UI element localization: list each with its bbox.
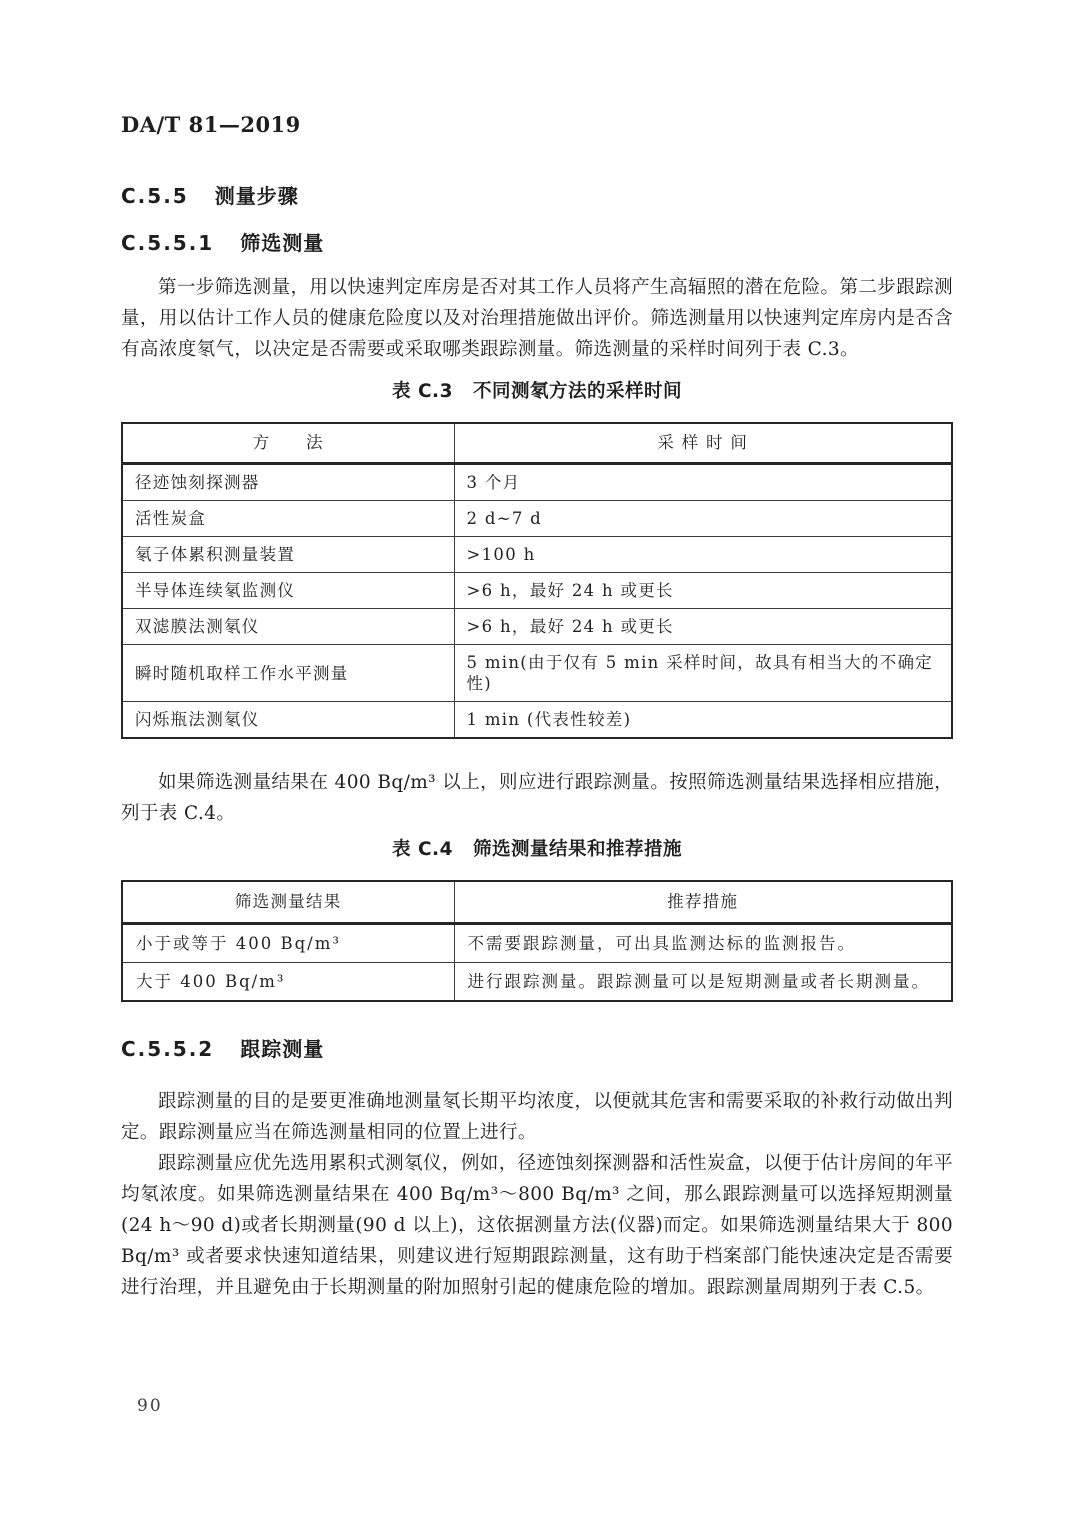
section-title: 跟踪测量 <box>240 1037 325 1061</box>
table-caption-title: 不同测氡方法的采样时间 <box>472 381 682 402</box>
table-row <box>122 464 952 501</box>
table-cell-time: 5 min(由于仅有 5 min 采样时间，故具有相当大的不确定性) <box>454 645 952 702</box>
table-row <box>122 702 952 739</box>
table-cell-time: 1 min (代表性较差) <box>454 702 952 739</box>
table-caption-label: 表 C.4 <box>392 839 453 860</box>
section-title: 筛选测量 <box>240 231 325 255</box>
table-cell-time: 3 个月 <box>454 464 952 501</box>
table-cell-result: 大于 400 Bq/m³ <box>122 963 454 1002</box>
section-heading-c551 <box>121 230 953 256</box>
table-c3-caption <box>121 379 953 405</box>
table-cell-result: 小于或等于 400 Bq/m³ <box>122 924 454 963</box>
table-caption-title: 筛选测量结果和推荐措施 <box>472 839 682 860</box>
table-cell-action: 不需要跟踪测量，可出具监测达标的监测报告。 <box>454 924 952 963</box>
table-cell-method: 瞬时随机取样工作水平测量 <box>122 645 454 702</box>
column-header-screening-result: 筛选测量结果 <box>122 881 454 924</box>
table-c3-sampling-time <box>121 422 953 739</box>
column-header-method: 方 法 <box>122 423 454 464</box>
table-cell-method: 径迹蚀刻探测器 <box>122 464 454 501</box>
table-row <box>122 537 952 573</box>
table-header-row <box>122 881 952 924</box>
paragraph-tracking-method: 跟踪测量应优先选用累积式测氡仪，例如，径迹蚀刻探测器和活性炭盒，以便于估计房间的年平均氡浓度。如果筛选测量结果在 400 Bq/m³～800 Bq/m³ 之间，那么跟踪测量可以选择短期测量(24 h～90 d)或者长期测量(90 d 以上)，这依据测量方法(仪器)而定。如果筛选测量结果大于 800 Bq/m³ 或者要求快速知道结果，则建议进行短期跟踪测量，这有助于档案部门能快速决定是否需要进行治理，并且避免由于长期测量的附加照射引起的健康危险的增加。跟踪测量周期列于表 C.5。 <box>121 1153 953 1298</box>
page-number: 90 <box>137 1396 163 1416</box>
section-number: C.5.5 <box>121 184 189 208</box>
table-cell-method: 半导体连续氡监测仪 <box>122 573 454 609</box>
table-header-row <box>122 423 952 464</box>
table-row <box>122 573 952 609</box>
table-cell-method: 双滤膜法测氡仪 <box>122 609 454 645</box>
table-row <box>122 924 952 963</box>
table-caption-label: 表 C.3 <box>392 381 453 402</box>
table-cell-action: 进行跟踪测量。跟踪测量可以是短期测量或者长期测量。 <box>454 963 952 1002</box>
paragraph-screening-intro: 第一步筛选测量，用以快速判定库房是否对其工作人员将产生高辐照的潜在危险。第二步跟踪测量，用以估计工作人员的健康危险度以及对治理措施做出评价。筛选测量用以快速判定库房内是否含有高浓度氡气，以决定是否需要或采取哪类跟踪测量。筛选测量的采样时间列于表 C.3。 <box>121 277 953 360</box>
table-cell-time: >6 h，最好 24 h 或更长 <box>454 609 952 645</box>
table-row <box>122 501 952 537</box>
section-number: C.5.5.2 <box>121 1037 215 1061</box>
doc-code: DA/T 81—2019 <box>121 112 301 137</box>
table-cell-method: 氡子体累积测量装置 <box>122 537 454 573</box>
table-c4-caption <box>121 837 953 863</box>
table-c4-recommended-actions <box>121 880 953 1002</box>
section-number: C.5.5.1 <box>121 231 215 255</box>
table-row <box>122 645 952 702</box>
section-title: 测量步骤 <box>214 184 299 208</box>
table-cell-time: >100 h <box>454 537 952 573</box>
table-row <box>122 963 952 1002</box>
column-header-sampling-time: 采 样 时 间 <box>454 423 952 464</box>
table-cell-time: >6 h，最好 24 h 或更长 <box>454 573 952 609</box>
table-cell-method: 闪烁瓶法测氡仪 <box>122 702 454 739</box>
table-cell-time: 2 d~7 d <box>454 501 952 537</box>
table-cell-method: 活性炭盒 <box>122 501 454 537</box>
table-row <box>122 609 952 645</box>
paragraph-tracking-purpose: 跟踪测量的目的是要更准确地测量氡长期平均浓度，以便就其危害和需要采取的补救行动做出判定。跟踪测量应当在筛选测量相同的位置上进行。 <box>121 1091 953 1143</box>
section-heading-c552 <box>121 1036 953 1062</box>
paragraph-after-table-c3: 如果筛选测量结果在 400 Bq/m³ 以上，则应进行跟踪测量。按照筛选测量结果选择相应措施，列于表 C.4。 <box>121 772 953 824</box>
column-header-recommended-action: 推荐措施 <box>454 881 952 924</box>
section-heading-c55 <box>121 183 953 209</box>
